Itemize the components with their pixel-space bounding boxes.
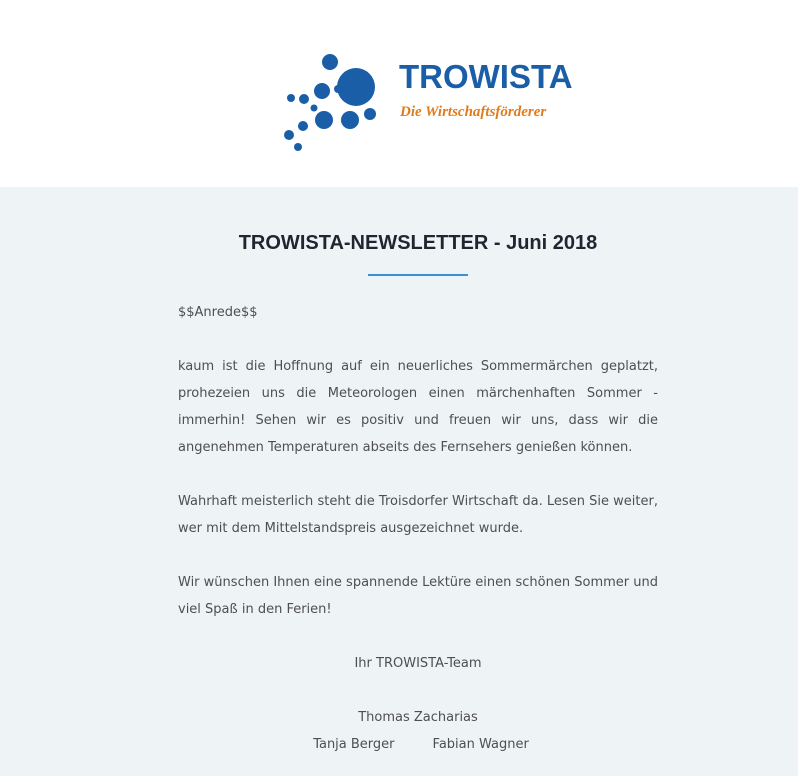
signature-tanja: Tanja Berger [313, 737, 395, 752]
brand-tagline: Die Wirtschaftsförderer [400, 104, 547, 120]
newsletter-header [0, 0, 798, 187]
closing-line: Ihr TROWISTA-Team [354, 656, 482, 671]
trowista-logo[interactable] [278, 48, 573, 158]
newsletter-title: TROWISTA-NEWSLETTER - Juni 2018 [238, 232, 598, 254]
brand-name: TROWISTA [399, 58, 573, 95]
signature-row [0, 731, 798, 758]
signature-thomas: Thomas Zacharias [358, 710, 478, 725]
title-divider [368, 274, 468, 276]
paragraph-wishes: Wir wünschen Ihnen eine spannende Lektüre einen schönen Sommer und viel Spaß in den Ferien! [178, 575, 658, 617]
signature-fabian: Fabian Wagner [432, 737, 529, 752]
salutation: $$Anrede$$ [178, 305, 258, 320]
newsletter-body [0, 187, 798, 776]
paragraph-news: Wahrhaft meisterlich steht die Troisdorfer Wirtschaft da. Lesen Sie weiter, wer mit dem Mittelstandspreis ausgezeichnet wurde. [178, 494, 658, 536]
dots-logo-icon [278, 48, 398, 158]
paragraph-intro: kaum ist die Hoffnung auf ein neuerliches Sommermärchen geplatzt, prohezeien uns die Meteorologen einen märchenhaften Sommer - immerhin! Sehen wir es positiv und freuen wir uns, dass wir die angenehmen Temperaturen abseits des Fernsehers genießen können. [178, 359, 658, 455]
